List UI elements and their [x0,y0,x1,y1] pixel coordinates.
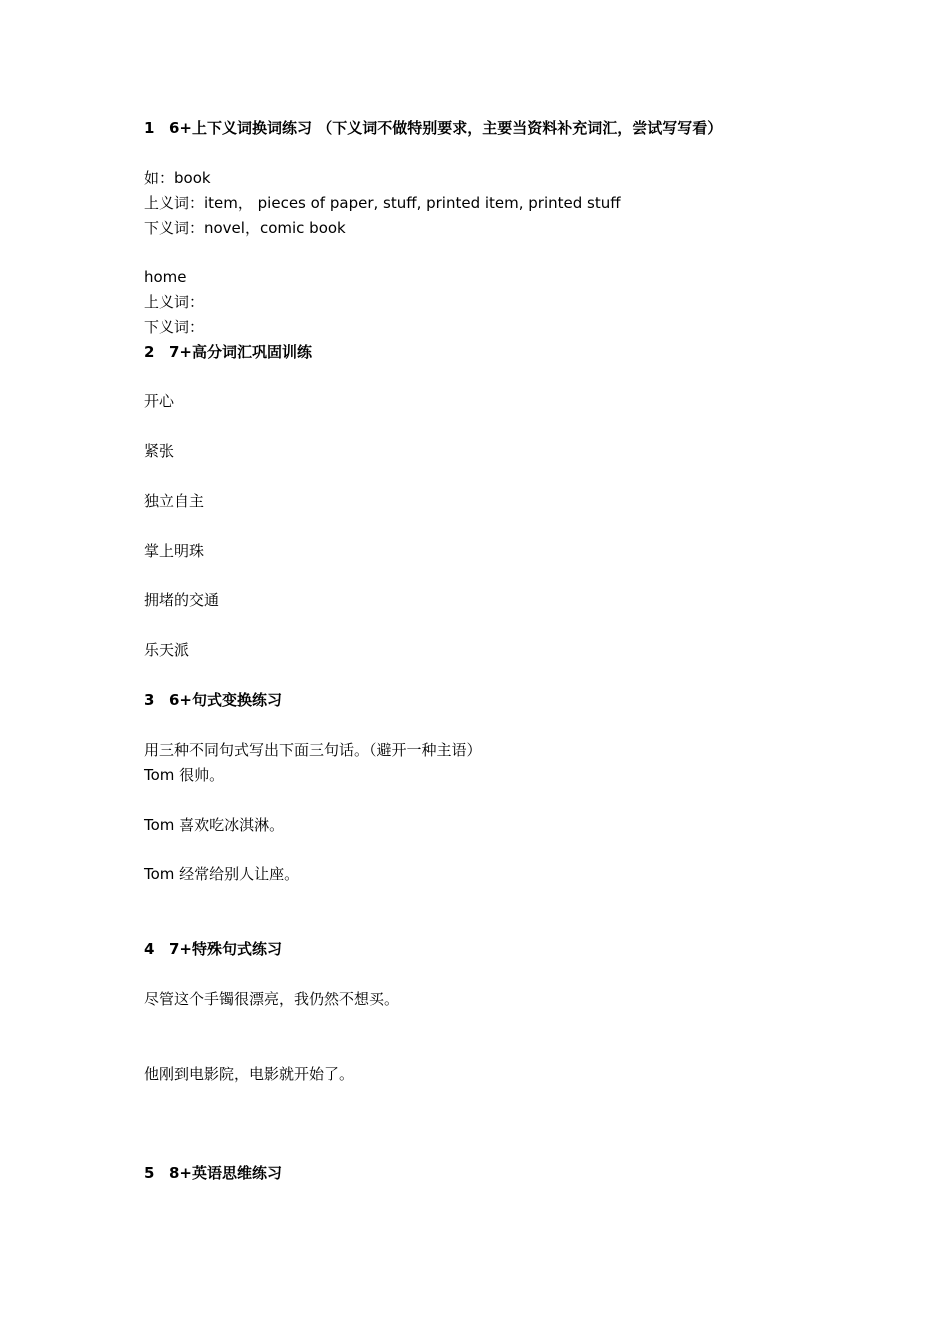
sentence: 尽管这个手镯很漂亮，我仍然不想买。 [144,990,400,1008]
vocab-item: 拥堵的交通 [144,591,220,609]
sentence: Tom 经常给别人让座。 [144,865,300,883]
instruction-text: 用三种不同句式写出下面三句话。（避开一种主语） [144,741,482,759]
section-2-heading [144,342,312,362]
section-title: 6+上下义词换词练习 （下义词不做特别要求，主要当资料补充词汇，尝试写写看） [169,119,723,137]
vocab-item: 开心 [144,392,175,410]
section-number: 3 [144,691,155,709]
vocab-item: 紧张 [144,442,175,460]
sentence: 他刚到电影院，电影就开始了。 [144,1065,355,1083]
example-hyponym: 下义词：novel，comic book [144,219,346,237]
hypernym-label: 上义词： [144,293,205,311]
example-hypernym: 上义词：item， pieces of paper, stuff, printed item, printed stuff [144,194,621,212]
section-number: 4 [144,940,155,958]
section-3-heading [144,690,282,710]
section-5-heading [144,1163,282,1183]
vocab-item: 乐天派 [144,641,190,659]
vocab-item: 掌上明珠 [144,542,205,560]
section-title: 8+英语思维练习 [169,1164,283,1182]
exercise-word: home [144,268,187,286]
sentence: Tom 喜欢吃冰淇淋。 [144,816,285,834]
hyponym-label: 下义词： [144,318,205,336]
section-title: 6+句式变换练习 [169,691,283,709]
section-4-heading [144,939,282,959]
section-title: 7+特殊句式练习 [169,940,283,958]
section-number: 2 [144,343,155,361]
section-number: 1 [144,119,155,137]
vocab-item: 独立自主 [144,492,205,510]
section-number: 5 [144,1164,155,1182]
example-intro: 如：book [144,169,211,187]
sentence: Tom 很帅。 [144,766,225,784]
section-1-heading [144,118,722,138]
section-title: 7+高分词汇巩固训练 [169,343,313,361]
